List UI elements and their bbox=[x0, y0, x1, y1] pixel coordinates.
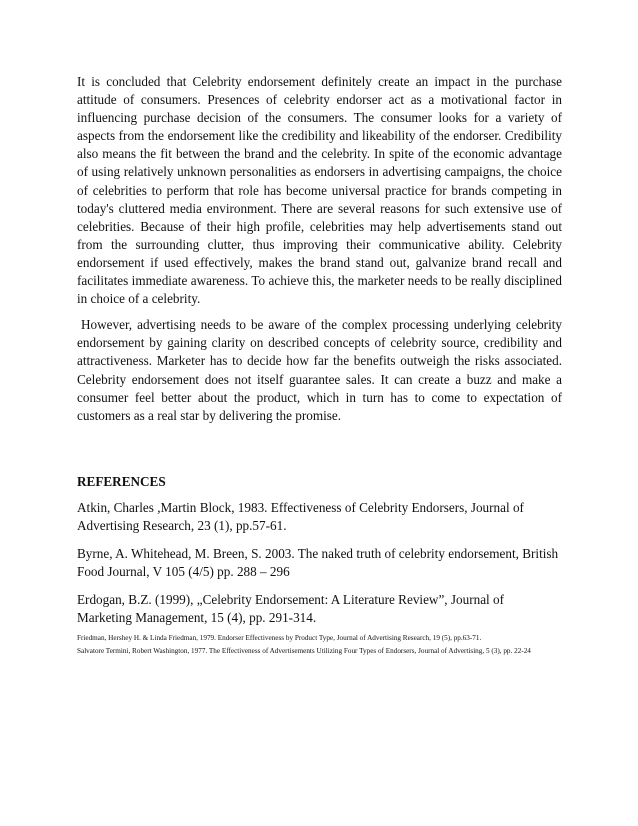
reference-item: Byrne, A. Whitehead, M. Breen, S. 2003. The naked truth of celebrity endorsement, British Food Journal, V 105 (4/5) pp. 288 – 296 bbox=[77, 545, 559, 580]
reference-item: Erdogan, B.Z. (1999), „Celebrity Endorsement: A Literature Review”, Journal of Marketing Management, 15 (4), pp. 291-314. bbox=[77, 591, 505, 626]
body-paragraph-conclusion: It is concluded that Celebrity endorsement definitely create an impact in the purchase attitude of consumers. Presences of celebrity endorser act as a motivational factor in influencing purchase decision of the consumers. The consumer looks for a variety of aspects from the endorsement like the credibility and likeability of the endorser. Credibility also means the fit between the brand and the celebrity. In spite of the economic advantage of using relatively unknown personalities as endorsers in advertising campaigns, the choice of celebrities to perform that role has become universal practice for brands competing in today's cluttered media environment. There are several reasons for such extensive use of celebrities. Because of their high profile, celebrities may help advertisements stand out from the surrounding clutter, thus improving their communicative ability. Celebrity endorsement if used effectively, makes the brand stand out, galvanize brand recall and facilitates immediate awareness. To achieve this, the marketer needs to be really disciplined in choice of a celebrity. bbox=[77, 74, 562, 307]
reference-item-small: Friedman, Hershey H. & Linda Friedman, 1979. Endorser Effectiveness by Product Type, Journal of Advertising Research, 19 (5), pp.63-71. bbox=[77, 633, 482, 642]
reference-item-small: Salvatore Termini, Robert Washington, 1977. The Effectiveness of Advertisements Utilizing Four Types of Endorsers, Journal of Advertising, 5 (3), pp. 22-24 bbox=[77, 647, 531, 656]
references-heading: REFERENCES bbox=[77, 473, 166, 489]
body-paragraph-however: However, advertising needs to be aware of the complex processing underlying celebrity endorsement by gaining clarity on described concepts of celebrity source, credibility and attractiveness. Marketer has to decide how far the benefits outweigh the risks associated. Celebrity endorsement does not itself guarantee sales. It can create a buzz and make a consumer feel better about the product, which in turn has to come to expectation of customers as a real star by delivering the promise. bbox=[77, 317, 562, 423]
reference-item: Atkin, Charles ,Martin Block, 1983. Effectiveness of Celebrity Endorsers, Journal of Advertising Research, 23 (1), pp.57-61. bbox=[77, 499, 524, 534]
document-page bbox=[77, 73, 562, 657]
